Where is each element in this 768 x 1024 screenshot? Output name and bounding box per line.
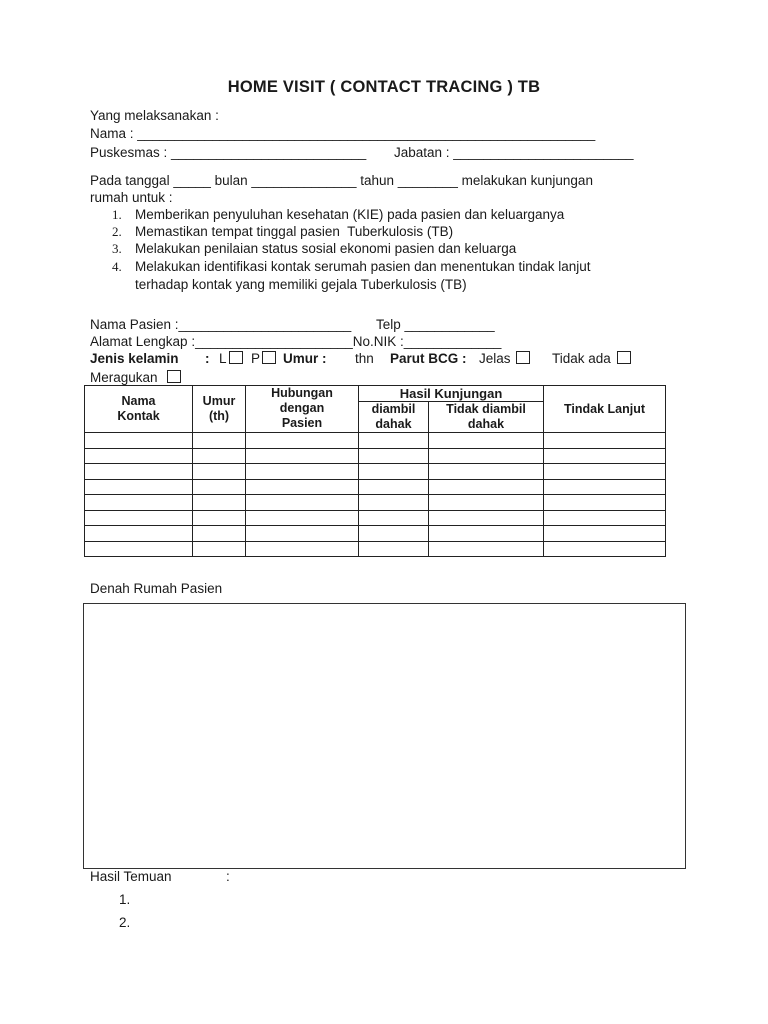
gender-p-option[interactable] [251, 350, 278, 367]
gender-l-label: L [219, 351, 227, 366]
table-cell[interactable] [359, 433, 429, 449]
table-cell[interactable] [429, 526, 544, 542]
gender-row [90, 350, 179, 367]
table-row [85, 448, 666, 464]
table-cell[interactable] [544, 448, 666, 464]
telp-field[interactable]: Telp ____________ [376, 317, 495, 332]
executor-label: Yang melaksanakan : [90, 108, 219, 123]
bcg-meragukan-label: Meragukan [90, 370, 158, 385]
table-cell[interactable] [359, 541, 429, 557]
table-row [85, 433, 666, 449]
bcg-tidak-ada-checkbox[interactable] [617, 351, 631, 364]
table-cell[interactable] [246, 510, 359, 526]
bcg-meragukan-checkbox[interactable] [167, 370, 181, 383]
table-cell[interactable] [429, 433, 544, 449]
bcg-tidak-ada-label: Tidak ada [552, 351, 611, 366]
visit-purpose-label: rumah untuk : [90, 190, 173, 205]
table-row [85, 495, 666, 511]
table-cell[interactable] [429, 464, 544, 480]
purpose-item: Melakukan penilaian status sosial ekonomi pasien dan keluarga [135, 241, 517, 256]
table-row [85, 464, 666, 480]
contact-table [84, 385, 666, 557]
table-cell[interactable] [193, 495, 246, 511]
table-cell[interactable] [246, 433, 359, 449]
visit-date-line[interactable]: Pada tanggal _____ bulan ______________ tahun ________ melakukan kunjungan [90, 173, 593, 188]
table-cell[interactable] [429, 495, 544, 511]
hasil-temuan-label: Hasil Temuan [90, 869, 172, 884]
table-cell[interactable] [359, 448, 429, 464]
table-cell[interactable] [429, 510, 544, 526]
bcg-label: Parut BCG : [390, 351, 467, 366]
gender-label: Jenis kelamin [90, 351, 179, 366]
gender-l-option[interactable] [219, 350, 245, 367]
hasil-temuan-colon: : [226, 869, 230, 884]
purpose-number: 3. [112, 241, 122, 256]
house-sketch-box[interactable] [83, 603, 686, 869]
purpose-number: 4. [112, 259, 122, 274]
finding-item-1[interactable]: 1. [119, 892, 131, 907]
table-cell[interactable] [544, 433, 666, 449]
address-nik-field[interactable]: Alamat Lengkap :_____________________No.NIK :_____________ [90, 334, 502, 349]
table-cell[interactable] [85, 464, 193, 480]
gender-p-label: P [251, 351, 261, 366]
table-cell[interactable] [85, 510, 193, 526]
table-cell[interactable] [85, 448, 193, 464]
table-cell[interactable] [544, 495, 666, 511]
table-cell[interactable] [85, 433, 193, 449]
header-tindak-lanjut: Tindak Lanjut [544, 386, 666, 433]
table-cell[interactable] [193, 526, 246, 542]
bcg-jelas-option[interactable] [479, 350, 532, 367]
header-hubungan: Hubungan dengan Pasien [246, 386, 359, 433]
table-row [85, 526, 666, 542]
table-cell[interactable] [246, 526, 359, 542]
header-umur: Umur (th) [193, 386, 246, 433]
table-cell[interactable] [193, 479, 246, 495]
denah-label: Denah Rumah Pasien [90, 581, 223, 596]
bcg-jelas-checkbox[interactable] [516, 351, 530, 364]
table-row [85, 479, 666, 495]
bcg-meragukan-option[interactable] [90, 369, 183, 386]
table-cell[interactable] [359, 479, 429, 495]
table-cell[interactable] [359, 495, 429, 511]
table-cell[interactable] [193, 433, 246, 449]
table-row [85, 510, 666, 526]
table-cell[interactable] [85, 479, 193, 495]
purpose-number: 1. [112, 207, 122, 222]
table-cell[interactable] [544, 541, 666, 557]
gender-p-checkbox[interactable] [262, 351, 276, 364]
table-cell[interactable] [429, 479, 544, 495]
table-cell[interactable] [85, 495, 193, 511]
table-cell[interactable] [246, 495, 359, 511]
table-cell[interactable] [193, 510, 246, 526]
header-diambil-dahak: diambil dahak [359, 402, 429, 433]
bcg-tidak-ada-option[interactable] [552, 350, 633, 367]
table-cell[interactable] [429, 448, 544, 464]
table-cell[interactable] [246, 464, 359, 480]
age-label: Umur : [283, 351, 327, 366]
form-title: HOME VISIT ( CONTACT TRACING ) TB [227, 78, 541, 96]
table-cell[interactable] [359, 510, 429, 526]
purpose-number: 2. [112, 224, 122, 239]
table-cell[interactable] [246, 448, 359, 464]
table-cell[interactable] [246, 541, 359, 557]
table-cell[interactable] [544, 510, 666, 526]
table-cell[interactable] [359, 464, 429, 480]
purpose-item-continued: terhadap kontak yang memiliki gejala Tuberkulosis (TB) [135, 277, 467, 292]
table-cell[interactable] [193, 464, 246, 480]
table-row [85, 541, 666, 557]
table-cell[interactable] [544, 479, 666, 495]
table-cell[interactable] [544, 464, 666, 480]
patient-name-field[interactable]: Nama Pasien :_______________________ [90, 317, 352, 332]
table-cell[interactable] [429, 541, 544, 557]
table-cell[interactable] [193, 448, 246, 464]
bcg-jelas-label: Jelas [479, 351, 511, 366]
name-field[interactable]: Nama : _____________________________________________________________ [90, 126, 596, 141]
table-cell[interactable] [544, 526, 666, 542]
finding-item-2[interactable]: 2. [119, 915, 131, 930]
purpose-item: Memastikan tempat tinggal pasien Tuberkulosis (TB) [135, 224, 454, 239]
header-hasil-kunjungan: Hasil Kunjungan [359, 386, 544, 402]
purpose-item: Memberikan penyuluhan kesehatan (KIE) pada pasien dan keluarganya [135, 207, 565, 222]
table-cell[interactable] [85, 541, 193, 557]
table-cell[interactable] [193, 541, 246, 557]
header-nama-kontak: Nama Kontak [85, 386, 193, 433]
gender-colon: : [205, 351, 210, 366]
table-cell[interactable] [359, 526, 429, 542]
purpose-item: Melakukan identifikasi kontak serumah pasien dan menentukan tindak lanjut [135, 259, 591, 274]
puskesmas-field[interactable]: Puskesmas : __________________________ [90, 145, 367, 160]
table-cell[interactable] [85, 526, 193, 542]
jabatan-field[interactable]: Jabatan : ________________________ [394, 145, 634, 160]
age-unit: thn [355, 351, 374, 366]
table-cell[interactable] [246, 479, 359, 495]
gender-l-checkbox[interactable] [229, 351, 243, 364]
header-tidak-diambil: Tidak diambil dahak [429, 402, 544, 433]
